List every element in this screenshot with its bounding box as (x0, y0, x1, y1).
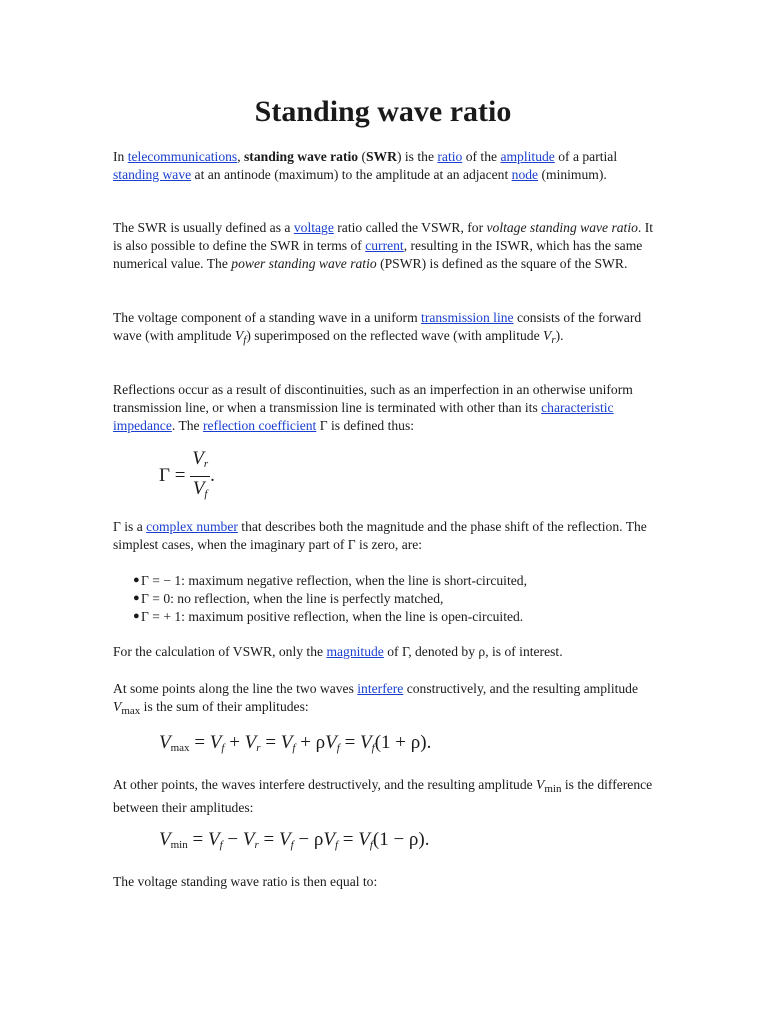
link-complex-number[interactable]: complex number (146, 519, 238, 534)
eq-part: . (210, 464, 215, 486)
eq-part: V (159, 829, 171, 850)
var-sub: max (121, 704, 141, 717)
var: V (536, 777, 545, 792)
equation-vmin (159, 829, 430, 856)
link-interfere[interactable]: interfere (357, 681, 404, 696)
link-voltage[interactable]: voltage (293, 220, 334, 235)
var: V (234, 327, 244, 343)
eq-part: V (278, 829, 291, 850)
magnitude-paragraph (113, 643, 653, 661)
eq-part: − ρ (293, 829, 324, 850)
eq-part: r (254, 839, 259, 851)
eq-part: = (338, 829, 359, 850)
list-item-text: Γ = 0: no reflection, when the line is perfectly matched, (141, 590, 444, 606)
eq-part: f (290, 839, 294, 851)
list-item (113, 608, 653, 626)
eq-part: f (292, 742, 296, 754)
bullet-icon: ● (133, 591, 140, 604)
text: (PSWR) is defined as the square of the SWR. (376, 255, 628, 271)
eq-part: r (203, 458, 209, 470)
constructive-paragraph (113, 680, 653, 721)
eq-part: V (209, 732, 222, 753)
eq-part: Γ (159, 464, 170, 486)
list-item (113, 572, 653, 590)
text: . It is also possible to define the SWR in terms of (113, 220, 654, 253)
list-item-text: Γ = − 1: maximum negative reflection, when the line is short-circuited, (141, 573, 527, 588)
text: . The (171, 417, 203, 433)
eq-part: V (192, 478, 205, 499)
eq-part: f (219, 839, 223, 851)
eq-part: f (369, 839, 373, 851)
intro-paragraph (113, 148, 653, 184)
eq-part: − (222, 829, 243, 850)
var: V (113, 698, 122, 714)
text: (minimum). (538, 166, 607, 182)
text: consists of the forward wave (with amplitude (113, 310, 642, 343)
text: Reflections occur as a result of discontinuities, such as an imperfection in an otherwise uniform transmission line, or when a transmission line is terminated with other than its (113, 382, 633, 415)
eq-part: V (325, 732, 337, 753)
text: At some points along the line the two waves (113, 681, 358, 696)
var: V (543, 327, 552, 343)
eq-part: V (244, 732, 257, 753)
text: of Γ, denoted by ρ, is of interest. (383, 644, 563, 659)
eq-part: + (224, 732, 245, 753)
eq-part: f (204, 488, 208, 500)
link-current[interactable]: current (365, 237, 404, 253)
eq-part: f (221, 742, 225, 754)
transmission-paragraph (113, 309, 653, 350)
eq-part: f (336, 742, 340, 754)
eq-part: max (170, 742, 190, 754)
eq-part: = (169, 464, 191, 486)
text: ( (358, 149, 366, 164)
text: The SWR is usually defined as a (113, 220, 294, 235)
eq-part: f (334, 839, 338, 851)
eq-part: V (323, 829, 335, 850)
destructive-paragraph (113, 776, 653, 817)
text: The voltage standing wave ratio is then equal to: (113, 874, 378, 889)
var-sub: min (544, 783, 562, 795)
bullet-icon: ● (133, 574, 140, 586)
text: The voltage component of a standing wave in a uniform (113, 310, 422, 325)
vswr-equal-paragraph (113, 873, 653, 891)
text: For the calculation of VSWR, only the (113, 644, 327, 659)
eq-part: V (159, 732, 171, 753)
bold-term-swr: standing wave ratio (244, 149, 359, 164)
link-telecommunications[interactable]: telecommunications (127, 149, 238, 164)
link-magnitude[interactable]: magnitude (326, 644, 384, 659)
text: ) is the (396, 149, 438, 164)
text: , (237, 149, 245, 164)
text: of the (462, 149, 501, 164)
equation-vmax (159, 732, 431, 759)
text: At other points, the waves interfere destructively, and the resulting amplitude (113, 777, 537, 792)
eq-part: = (189, 732, 210, 753)
link-characteristic-impedance[interactable]: characteristic impedance (113, 399, 614, 433)
eq-part: V (360, 732, 372, 753)
fraction (190, 448, 210, 505)
link-transmission-line[interactable]: transmission line (421, 310, 514, 325)
list-item-text: Γ = + 1: maximum positive reflection, when the line is open-circuited. (141, 608, 524, 624)
eq-part: = (258, 829, 279, 850)
text: , resulting in the ISWR, which has the same numerical value. The (113, 237, 643, 271)
eq-part: (1 + ρ). (374, 732, 432, 753)
text: is the difference between their amplitudes: (113, 777, 653, 815)
text: constructively, and the resulting amplitude (403, 681, 639, 696)
var-sub: r (551, 333, 556, 346)
page-title: Standing wave ratio (254, 95, 512, 128)
eq-part: f (371, 742, 375, 754)
eq-part: min (170, 839, 188, 851)
bullet-icon: ● (133, 609, 140, 622)
eq-part: V (358, 829, 370, 850)
eq-part: = (187, 829, 208, 850)
text: of a partial (554, 149, 618, 164)
text: ratio called the VSWR, for (333, 220, 487, 235)
bold-abbr-swr: SWR (366, 149, 397, 164)
text: Γ is a (113, 519, 147, 534)
text: Γ is defined thus: (316, 417, 415, 433)
vswr-paragraph (113, 219, 653, 272)
cases-list (113, 572, 653, 625)
text: In (113, 149, 128, 164)
link-reflection-coefficient[interactable]: reflection coefficient (202, 417, 317, 433)
italic-term: voltage standing wave ratio (486, 220, 638, 235)
link-node[interactable]: node (511, 166, 539, 182)
link-ratio[interactable]: ratio (437, 149, 463, 164)
text: that describes both the magnitude and the phase shift of the reflection. The simplest cases, when the imaginary part of Γ is zero, are: (113, 519, 647, 552)
eq-part: (1 − ρ). (372, 829, 430, 850)
text: ) superimposed on the reflected wave (with amplitude (246, 327, 544, 343)
eq-part: V (280, 732, 293, 753)
link-amplitude[interactable]: amplitude (500, 149, 555, 164)
eq-part: V (207, 829, 220, 850)
eq-part: + ρ (295, 732, 326, 753)
text: is the sum of their amplitudes: (140, 698, 309, 714)
eq-part: r (256, 742, 261, 754)
list-item (113, 590, 653, 608)
text: ). (555, 327, 564, 343)
equation-gamma (159, 448, 215, 505)
eq-part: V (192, 448, 204, 469)
reflections-paragraph (113, 381, 653, 434)
eq-part: = (260, 732, 281, 753)
link-standing-wave[interactable]: standing wave (113, 166, 192, 182)
complex-paragraph (113, 518, 653, 554)
var-sub: f (243, 333, 247, 346)
eq-part: V (242, 829, 255, 850)
italic-term: power standing wave ratio (231, 255, 377, 271)
text: at an antinode (maximum) to the amplitude at an adjacent (191, 166, 512, 182)
eq-part: = (339, 732, 361, 753)
